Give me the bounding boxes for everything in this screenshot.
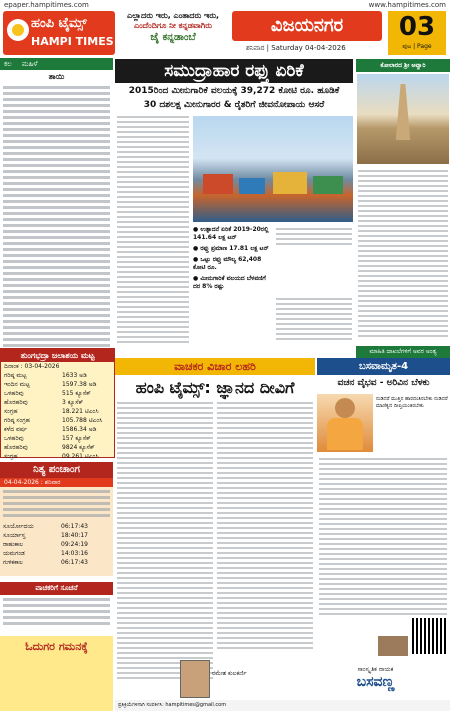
- signature-label: ಸಾಂಸ್ಕೃತಿಕ ನಾಯಕ: [357, 666, 394, 673]
- lead-headline: ಸಮುದ್ರಾಹಾರ ರಫ್ತು ಏರಿಕೆ: [115, 59, 353, 83]
- poem-text-block: [3, 86, 110, 374]
- reader-text-col2: [217, 402, 313, 652]
- masthead: [0, 9, 450, 57]
- hampi-times-logo[interactable]: [3, 11, 115, 55]
- panchanga-row: ಗುಳಿಕಕಾಲ 06:17:43: [3, 559, 88, 566]
- fact-item: ● ರಫ್ತು ಪ್ರಮಾಣ 17.81 ಲಕ್ಷ ಟನ್: [193, 245, 269, 252]
- panchanga-row: ರಾಹುಕಾಲ 09:24:19: [3, 541, 88, 548]
- logo-english-text: HAMPI TIMES: [31, 35, 114, 48]
- info-records-headline: ಮಾಹಿತಿ ದಾಖಲೆಗಳಿಗೆ ಅವರ ಅಂತ್ಯ: [356, 346, 450, 358]
- tab-kala[interactable]: ಕಲ: [4, 60, 12, 68]
- basava-subtitle: ವಚನ ವೈಭವ - ಅರಿವಿನ ಬೆಳಕು: [337, 378, 430, 388]
- vachana-quote: ನುಡಿದರೆ ಮುತ್ತಿನ ಹಾರದಂತಿರಬೇಕು ನುಡಿದರೆ ಮಾಣಿಕ್ಯದ ದೀಪ್ತಿಯಂತಿರಬೇಕು: [376, 396, 448, 409]
- author-photo: [378, 636, 408, 656]
- tagline-line-3: ಜೈ ಕನ್ನಡಾಂಬೆ: [150, 32, 196, 43]
- reader-section-header: ವಾಚಕರ ವಿಚಾರ ಲಹರಿ: [115, 358, 315, 375]
- tagline-line-2: ಎಂದೆಂದಿಗೂ ನೀ ಕನ್ನಡವಾಗಿರು: [134, 21, 212, 30]
- poem-title: ತಾಯಿ: [48, 72, 65, 81]
- lead-story-text-col3b: [276, 298, 352, 343]
- panchanga-times: [0, 522, 113, 567]
- edition-city: ವಿಜಯನಗರ: [232, 11, 382, 41]
- dam-row: ಇಂದಿನ ಮಟ್ಟ 1597.38 ಅಡಿ: [4, 381, 97, 388]
- dateline: ಶನಿವಾರ | Saturday 04-04-2026: [246, 44, 346, 52]
- dam-row: ಕಳೆದ ವರ್ಷ 1586.34 ಅಡಿ: [4, 426, 97, 433]
- reader-text-col1: [117, 402, 213, 682]
- signature-name: ಬಸವಣ್ಣ: [356, 674, 395, 690]
- left-section-tabs: [0, 58, 113, 70]
- lead-subhead-2: 30 ದಶಲಕ್ಷ ಮೀನುಗಾರರ & ರೈತರಿಗೆ ಜೀವನೋಪಾಯ ಆಸರೆ: [143, 100, 325, 110]
- dam-row: ಗರಿಷ್ಠ ಮಟ್ಟ 1633 ಅಡಿ: [4, 372, 87, 379]
- site-url[interactable]: www.hampitimes.com: [368, 1, 446, 9]
- fact-item: ● ಮೀನುಗಾರಿಕೆ ವಲಯದ ಬೆಳವಣಿಗೆ ದರ 8% ರಷ್ಟು: [193, 275, 266, 290]
- dam-level-box: [0, 348, 115, 458]
- temple-photo: [357, 74, 449, 164]
- footer-contact: ಪ್ರತಿಕ್ರಿಯೆಗಳಿಗಾಗಿ ಸಂಪರ್ಕಿಸಿ: hampitimes@gmail.com: [115, 700, 450, 711]
- page-label: ಪುಟ | Page: [402, 43, 432, 50]
- lead-story-text-col3: [276, 228, 352, 248]
- page-number-box: [388, 11, 446, 55]
- qr-code-icon[interactable]: [412, 618, 448, 654]
- dam-date: ದಿನಾಂಕ : 03-04-2026: [4, 363, 60, 370]
- logo-kannada-text: ಹಂಪಿ ಟೈಮ್ಸ್: [31, 16, 87, 31]
- dam-level-title: ತುಂಗಭದ್ರಾ ಜಲಾಶಯ ಮಟ್ಟ: [1, 349, 114, 362]
- panchanga-date: 04-04-2026 : ಶನಿವಾರ: [0, 478, 113, 487]
- writer-photo: [180, 660, 210, 698]
- basava-signature: [338, 666, 413, 690]
- dam-row: ಒಳಹರಿವು 157 ಕ್ಯೂಸೆಕ್: [4, 435, 91, 442]
- notice-title: ವಾಚಕರಿಗೆ ಸೂಚನೆ: [0, 582, 113, 595]
- logo-emblem-icon: [7, 19, 29, 41]
- panchanga-row: ಸೂರ್ಯೋದಯ 06:17:43: [3, 523, 88, 530]
- panchanga-row: ಯಮಗಂಡ 14:03:16: [3, 550, 88, 557]
- notice-text: [3, 598, 110, 628]
- dam-row: ಹೊರಹರಿವು 9824 ಕ್ಯೂಸೆಕ್: [4, 444, 95, 451]
- lead-story-text-col1: [117, 116, 189, 346]
- tab-mahile[interactable]: ಮಹಿಳೆ: [21, 60, 38, 68]
- panchanga-row: ಸೂರ್ಯಾಸ್ತ 18:40:17: [3, 532, 88, 539]
- fact-item: ● ಉತ್ಪಾದನೆ ಏರಿಕೆ 2019-20ರಲ್ಲಿ 141.64 ಲಕ್ಷ ಟನ್: [193, 226, 269, 241]
- port-container-photo: [193, 116, 353, 222]
- epaper-url[interactable]: epaper.hampitimes.com: [4, 1, 89, 9]
- ad-title: ಓದುಗರ ಗಮನಕ್ಕೆ: [25, 640, 88, 653]
- lead-fact-box: [193, 226, 273, 346]
- fact-item: ● ಒಟ್ಟು ರಫ್ತು ಮೌಲ್ಯ 62,408 ಕೋಟಿ ರೂ.: [193, 256, 262, 271]
- tagline-line-1: ಎಲ್ಲಾದರು ಇರು, ಎಂತಾದರು ಇರು,: [126, 11, 220, 20]
- tourism-headline: ಕೋಲಾರದ ಶ್ರೀ ಅವ್ವಾರಿ: [356, 59, 450, 72]
- dam-row: ಹೊರಹರಿವು 3 ಕ್ಯೂಸೆಕ್: [4, 399, 84, 406]
- basavanna-illustration: [317, 394, 373, 452]
- panchanga-title: ನಿತ್ಯ ಪಂಚಾಂಗ: [0, 462, 113, 478]
- basava-section-header: ಬಸವಾಮೃತ-4: [317, 358, 450, 375]
- dam-row: ಒಳಹರಿವು 515 ಕ್ಯೂಸೆಕ್: [4, 390, 91, 397]
- page-number: 03: [398, 12, 436, 42]
- reader-article-title: ಹಂಪಿ ಟೈಮ್ಸ್: ಜ್ಞಾನದ ದೀವಿಗೆ: [135, 378, 295, 397]
- basava-article-text: [319, 458, 447, 618]
- reader-notice-ad: [0, 636, 113, 711]
- panchanga-box: [0, 478, 113, 576]
- dam-row: ಸಂಗ್ರಹ 18.221 ಟಿಎಂಸಿ: [4, 408, 99, 415]
- dam-row: ಗರಿಷ್ಠ ಸಂಗ್ರಹ 105.788 ಟಿಎಂಸಿ: [4, 417, 103, 424]
- dam-row: ಸಂಗ್ರಹ 09.261 ಟಿಎಂಸಿ: [4, 453, 99, 460]
- writer-caption: ರಮೇಶ ಕುಲಕರ್ಣಿ: [212, 670, 247, 677]
- lead-subhead-1: 2015ರಿಂದ ಮೀನುಗಾರಿಕೆ ವಲಯಕ್ಕೆ 39,272 ಕೋಟಿ ರೂ. ಹೂಡಿಕೆ: [128, 86, 340, 96]
- tourism-story-text: [358, 170, 448, 340]
- panchanga-text: [3, 490, 110, 520]
- tagline-box: [118, 11, 228, 55]
